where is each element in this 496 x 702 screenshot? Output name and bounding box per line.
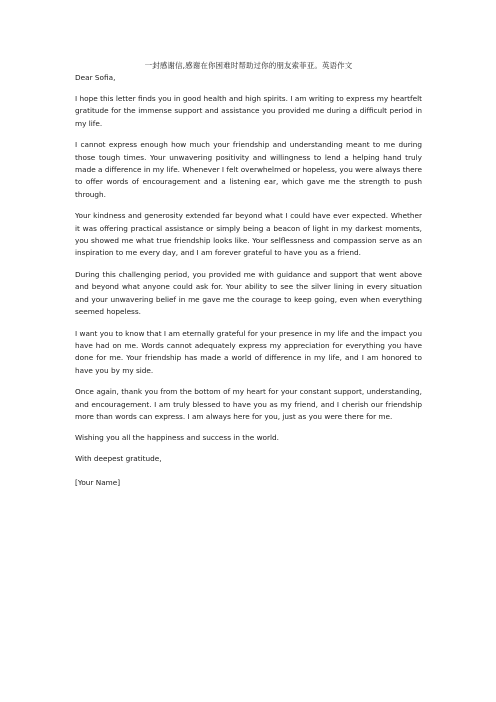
document-title: 一封感谢信,感谢在你困难时帮助过你的朋友索菲亚。英语作文 [144,61,353,70]
closing-line: With deepest gratitude, [75,453,162,463]
salutation: Dear Sofia, [75,73,116,82]
paragraph-4: During this challenging period, you provided me with guidance and support that went above and beyond what anyone could ask for. Your ability to see the silver lining in every situation and your unwavering belief in me gave me the courage to keep going, even when everything seemed hopeless. [75,269,422,317]
signature: [Your Name] [75,477,121,487]
paragraph-6: Once again, thank you from the bottom of my heart for your constant support, understanding, and encouragement. I am truly blessed to have you as my friend, and I cherish our friendship more than words can express. I am always here for you, just as you were there for me. [75,387,422,421]
paragraph-5: I want you to know that I am eternally grateful for your presence in my life and the impact you have had on me. Words cannot adequately express my appreciation for everything you have done for me. Your friendship has made a world of difference in my life, and I am honored to have you by my side. [75,328,422,375]
paragraph-2: I cannot express enough how much your friendship and understanding meant to me during those tough times. Your unwavering positivity and willingness to lend a helping hand truly made a difference in my life. Whenever I felt overwhelmed or hopeless, you were always there to offer words of encouragement and a listening ear, which gave me the strength to push through. [75,140,422,199]
paragraph-7: Wishing you all the happiness and success in the world. [75,433,279,443]
paragraph-3: Your kindness and generosity extended far beyond what I could have ever expected. Whether it was offering practical assistance or simply being a beacon of light in my darkest moments, you showed me what true friendship looks like. Your selflessness and compassion serve as an inspiration to me every day, and I am forever grateful to have you as a friend. [75,211,422,258]
document-page [75,61,422,488]
paragraph-1: I hope this letter finds you in good health and high spirits. I am writing to express my heartfelt gratitude for the immense support and assistance you provided me during a difficult period in my life. [75,94,422,128]
